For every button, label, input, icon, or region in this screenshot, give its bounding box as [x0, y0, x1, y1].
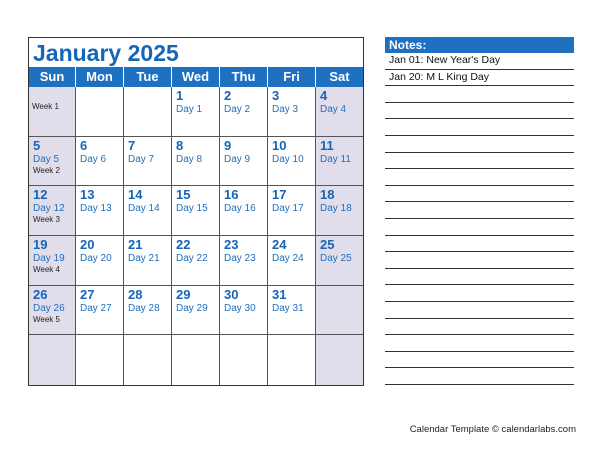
note-line	[385, 103, 574, 120]
day-cell	[76, 286, 124, 336]
calendar	[28, 37, 364, 386]
day-of-year-label: Day 12	[33, 203, 65, 215]
note-line	[385, 252, 574, 269]
day-cell	[76, 137, 124, 187]
day-cell	[124, 186, 172, 236]
day-cell	[220, 236, 268, 286]
day-of-year-label: Day 7	[128, 153, 155, 165]
day-cell	[124, 137, 172, 187]
day-number: 16	[224, 187, 239, 203]
day-number: 14	[128, 187, 143, 203]
day-of-year-label: Day 18	[320, 203, 352, 215]
note-line	[385, 153, 574, 170]
day-number: 21	[128, 237, 143, 252]
day-of-year-label: Day 17	[272, 203, 304, 215]
day-cell	[29, 87, 76, 137]
day-of-year-label: Day 9	[224, 153, 251, 165]
day-number: 30	[224, 286, 239, 302]
day-number: 2	[224, 88, 232, 103]
note-line: Jan 01: New Year's Day	[385, 53, 574, 70]
day-of-year-label: Day 20	[80, 253, 112, 264]
day-number: 1	[176, 88, 184, 103]
note-line	[385, 219, 574, 236]
day-of-year-label: Day 27	[80, 302, 112, 314]
day-cell	[268, 87, 316, 137]
footer-credit: Calendar Template © calendarlabs.com	[409, 424, 576, 435]
day-number: 25	[320, 237, 335, 252]
day-cell	[29, 286, 76, 336]
day-number: 6	[80, 137, 88, 153]
weekday-sun: Sun	[29, 67, 76, 87]
day-number: 18	[320, 187, 335, 203]
day-cell	[172, 137, 220, 187]
weekday-header	[29, 67, 363, 87]
weekday-fri: Fri	[268, 67, 316, 87]
day-number: 8	[176, 137, 184, 153]
day-of-year-label: Day 21	[128, 253, 160, 264]
notes-panel	[385, 37, 574, 385]
day-cell	[172, 286, 220, 336]
day-of-year-label: Day 26	[33, 302, 65, 314]
day-cell	[316, 236, 363, 286]
note-line	[385, 302, 574, 319]
day-of-year-label: Day 13	[80, 203, 112, 215]
notes-lines	[385, 53, 574, 385]
day-cell	[220, 186, 268, 236]
day-cell	[268, 286, 316, 336]
day-of-year-label: Day 30	[224, 302, 256, 314]
note-line	[385, 352, 574, 369]
day-cell	[124, 286, 172, 336]
day-cell	[220, 137, 268, 187]
day-number: 19	[33, 237, 48, 252]
day-number: 28	[128, 286, 143, 302]
day-cell	[220, 87, 268, 137]
day-of-year-label: Day 28	[128, 302, 160, 314]
week-number-label: Week 5	[33, 314, 60, 324]
day-cell	[316, 335, 363, 385]
day-of-year-label: Day 16	[224, 203, 256, 215]
day-of-year-label: Day 3	[272, 104, 299, 115]
day-number: 4	[320, 88, 328, 103]
day-cell	[29, 186, 76, 236]
note-line	[385, 285, 574, 302]
day-cell	[268, 137, 316, 187]
note-line: Jan 20: M L King Day	[385, 70, 574, 87]
note-line	[385, 335, 574, 352]
day-cell	[316, 137, 363, 187]
day-number: 17	[272, 187, 287, 203]
day-of-year-label: Day 1	[176, 104, 203, 115]
day-cell	[76, 236, 124, 286]
note-line	[385, 86, 574, 103]
day-number: 15	[176, 187, 191, 203]
day-of-year-label: Day 4	[320, 104, 347, 115]
note-line	[385, 119, 574, 136]
day-cell	[76, 186, 124, 236]
day-number: 27	[80, 286, 95, 302]
day-cell	[76, 87, 124, 137]
weekday-thu: Thu	[220, 67, 268, 87]
day-cell	[268, 186, 316, 236]
day-cell	[316, 186, 363, 236]
day-of-year-label: Day 14	[128, 203, 160, 215]
day-cell	[29, 335, 76, 385]
day-cell	[316, 286, 363, 336]
day-cell	[29, 236, 76, 286]
day-number: 20	[80, 237, 95, 252]
day-cell	[220, 335, 268, 385]
weekday-sat: Sat	[329, 69, 350, 84]
day-number: 12	[33, 187, 48, 203]
day-number: 26	[33, 286, 48, 302]
day-cell	[172, 236, 220, 286]
note-line	[385, 368, 574, 385]
day-of-year-label: Day 22	[176, 253, 208, 264]
day-of-year-label: Day 19	[33, 253, 65, 264]
day-number: 13	[80, 187, 95, 203]
note-line	[385, 269, 574, 286]
day-of-year-label: Day 24	[272, 253, 304, 264]
weekday-mon: Mon	[76, 67, 124, 87]
day-cell	[124, 236, 172, 286]
week-number-label: Week 2	[33, 165, 60, 175]
day-cell	[172, 335, 220, 385]
month-title: January 2025	[33, 40, 179, 66]
day-of-year-label: Day 6	[80, 153, 107, 165]
day-cell	[172, 87, 220, 137]
day-of-year-label: Day 10	[272, 153, 304, 165]
note-line	[385, 136, 574, 153]
notes-title: Notes:	[385, 37, 574, 53]
day-number: 3	[272, 88, 280, 103]
day-number: 10	[272, 137, 287, 153]
calendar-grid	[29, 87, 363, 385]
day-of-year-label: Day 5	[33, 153, 60, 165]
weekday-wed: Wed	[172, 67, 220, 87]
note-line	[385, 169, 574, 186]
week-number-label: Week 3	[33, 215, 60, 225]
week-number-label: Week 4	[33, 265, 60, 274]
day-number: 11	[320, 137, 334, 153]
day-cell	[268, 335, 316, 385]
note-line	[385, 319, 574, 336]
day-of-year-label: Day 31	[272, 302, 304, 314]
day-cell	[124, 335, 172, 385]
day-of-year-label: Day 25	[320, 253, 352, 264]
day-of-year-label: Day 15	[176, 203, 208, 215]
day-of-year-label: Day 2	[224, 104, 251, 115]
day-number: 29	[176, 286, 191, 302]
week-number-label: Week 1	[32, 102, 59, 111]
day-number: 22	[176, 237, 191, 252]
day-number: 9	[224, 137, 232, 153]
day-cell	[316, 87, 363, 137]
note-line	[385, 186, 574, 203]
day-cell	[29, 137, 76, 187]
day-number: 7	[128, 137, 136, 153]
day-cell	[220, 286, 268, 336]
day-of-year-label: Day 23	[224, 253, 256, 264]
day-number: 5	[33, 137, 41, 153]
note-line	[385, 236, 574, 253]
weekday-tue: Tue	[124, 67, 172, 87]
day-number: 23	[224, 237, 239, 252]
day-cell	[172, 186, 220, 236]
day-number: 31	[272, 286, 287, 302]
day-of-year-label: Day 29	[176, 302, 208, 314]
day-cell	[124, 87, 172, 137]
day-of-year-label: Day 8	[176, 153, 203, 165]
day-cell	[268, 236, 316, 286]
day-number: 24	[272, 237, 287, 252]
note-line	[385, 202, 574, 219]
day-cell	[76, 335, 124, 385]
day-of-year-label: Day 11	[320, 153, 351, 165]
